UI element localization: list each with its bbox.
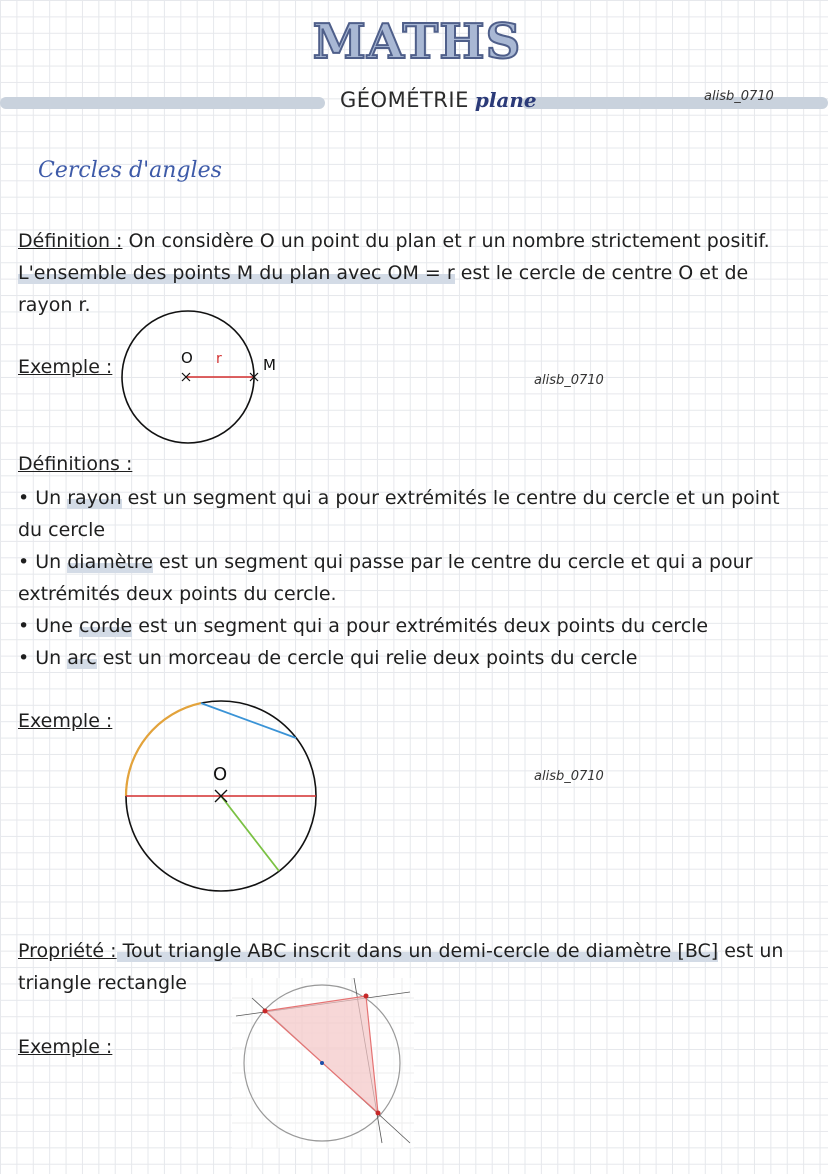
point-o-label: O	[213, 764, 228, 785]
term-corde: corde	[78, 615, 133, 637]
list-item-cont: du cercle	[18, 519, 106, 541]
radius-segment	[221, 796, 279, 871]
property-block	[18, 935, 823, 999]
list-item: • Un rayon est un segment qui a pour extrémités le centre du cercle et un point	[18, 487, 780, 509]
example1-label: Exemple :	[18, 356, 113, 378]
definitions-label: Définitions :	[18, 453, 133, 475]
term-diametre: diamètre	[67, 551, 153, 573]
definition-line3: rayon r.	[18, 294, 91, 316]
term-arc: arc	[67, 647, 97, 669]
circle-diagram-elements	[118, 696, 328, 896]
subtitle-accent: plane	[474, 88, 537, 112]
page-title: MATHS	[312, 14, 522, 70]
definition-highlight: L'ensemble des points M du plan avec OM = r	[18, 262, 455, 284]
example3-label: Exemple :	[18, 1036, 113, 1058]
list-item: • Une corde est un segment qui a pour extrémités deux points du cercle	[18, 615, 709, 637]
point-b	[263, 1009, 268, 1014]
property-line1: est un	[718, 940, 784, 962]
circle-diagram-radius	[118, 308, 298, 448]
definition-line2: est le cercle de centre O et de	[454, 262, 749, 284]
definition-label: Définition :	[18, 230, 123, 252]
chord-segment	[201, 703, 296, 738]
header-band-right	[522, 97, 828, 109]
arc-segment	[126, 703, 201, 796]
list-item: • Un arc est un morceau de cercle qui relie deux points du cercle	[18, 647, 638, 669]
example2-watermark: alisb_0710	[534, 769, 604, 784]
property-highlight: Tout triangle ABC inscrit dans un demi-cercle de diamètre [BC]	[116, 940, 719, 962]
point-m-label: M	[263, 356, 276, 374]
radius-label: r	[216, 351, 222, 367]
point-c	[376, 1111, 381, 1116]
section-title: Cercles d'angles	[38, 158, 222, 183]
example1-watermark: alisb_0710	[534, 373, 604, 388]
list-item: • Un diamètre est un segment qui passe par le centre du cercle et qui a pour	[18, 551, 753, 573]
example2-label: Exemple :	[18, 710, 113, 732]
property-line2: triangle rectangle	[18, 972, 187, 994]
point-o-label: O	[181, 349, 193, 367]
header-band-left	[0, 97, 325, 109]
term-rayon: rayon	[67, 487, 122, 509]
list-item-cont: extrémités deux points du cercle.	[18, 583, 337, 605]
point-a	[364, 994, 369, 999]
definition-block	[18, 225, 818, 321]
subtitle-text: GÉOMÉTRIE	[340, 88, 469, 112]
page-subtitle	[340, 88, 537, 112]
inscribed-triangle-diagram	[232, 978, 414, 1148]
definitions-list	[18, 482, 823, 674]
property-label: Propriété :	[18, 940, 117, 962]
definition-line1: On considère O un point du plan et r un nombre strictement positif.	[122, 230, 770, 252]
center-point	[320, 1061, 324, 1065]
header-watermark: alisb_0710	[704, 89, 774, 104]
